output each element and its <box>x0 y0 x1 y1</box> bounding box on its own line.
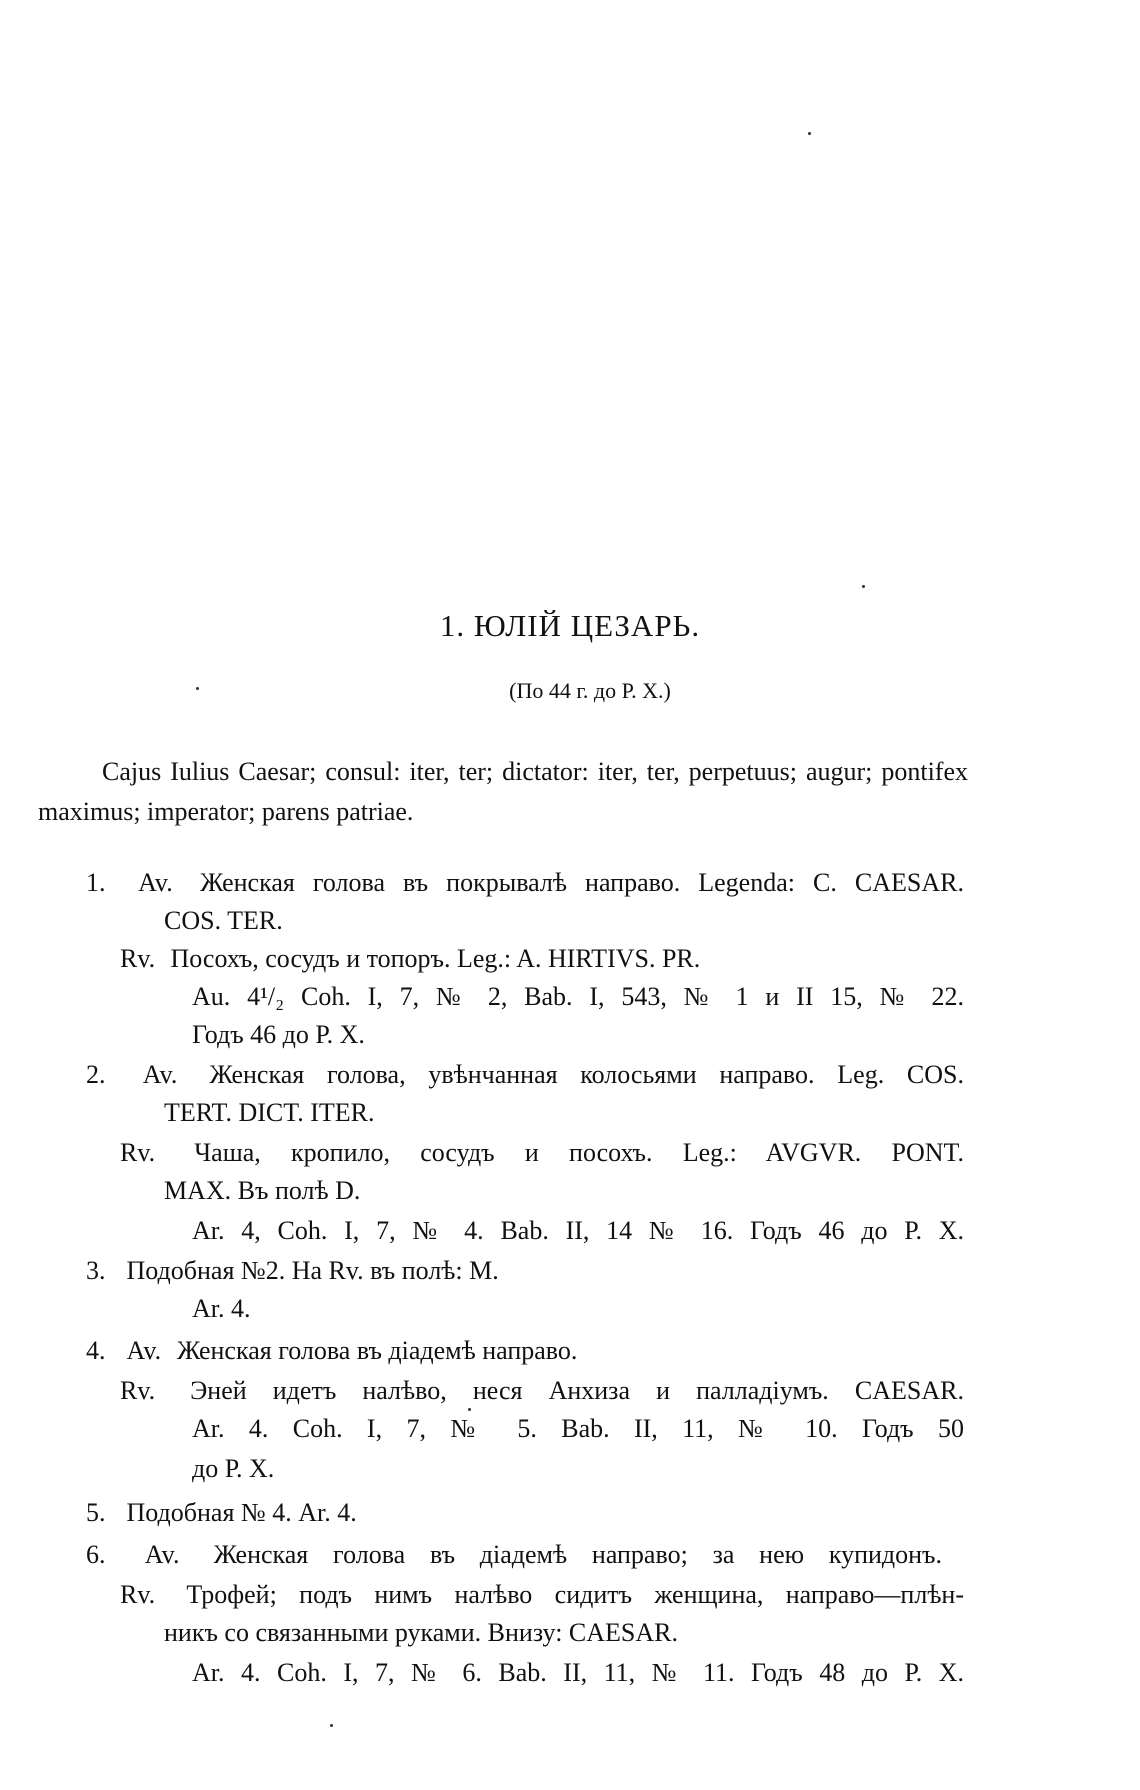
rv-text: Чаша, кропило, сосудъ и посохъ. Leg.: AVGVR. PONT. <box>194 1138 965 1167</box>
av-text: Женская голова въ покрывалѣ направо. Legenda: C. CAESAR. <box>200 868 965 897</box>
av-label: Av. <box>144 1540 180 1569</box>
entry-1-year: Годъ 46 до Р. X. <box>192 1020 365 1049</box>
entry-3-reference: Ar. 4. <box>192 1294 251 1323</box>
entry-number: 2. <box>86 1060 106 1089</box>
scan-speck <box>330 1724 333 1727</box>
av-label: Av. <box>126 1336 162 1365</box>
entry-6-av <box>86 1538 942 1572</box>
rv-text: Посохъ, сосудъ и топоръ. Leg.: A. HIRTIVS. PR. <box>170 944 701 973</box>
rv-label: Rv. <box>120 1138 156 1167</box>
entry-number: 3. <box>86 1256 106 1285</box>
rv-label: Rv. <box>120 1376 156 1405</box>
intro-paragraph: Cajus Iulius Caesar; consul: iter, ter; dictator: iter, ter, perpetuus; augur; pontifex maximus; imperator; parens patriae. <box>38 757 968 826</box>
entry-5 <box>86 1496 357 1530</box>
chapter-date: (По 44 г. до Р. X.) <box>509 678 671 703</box>
entry-3 <box>86 1254 499 1288</box>
entry-6-rv <box>120 1578 964 1612</box>
entry-4-av <box>86 1334 577 1368</box>
rv-text: Эней идетъ налѣво, неся Анхиза и палладіумъ. CAESAR. <box>190 1376 964 1405</box>
entry-2-av <box>86 1058 964 1092</box>
entry-4-year: до Р. X. <box>192 1454 275 1483</box>
entry-number: 6. <box>86 1540 106 1569</box>
entry-6-rv-cont: никъ со связанными руками. Внизу: CAESAR. <box>164 1618 679 1647</box>
av-label: Av. <box>138 868 173 897</box>
scan-speck <box>862 585 865 588</box>
entry-4-reference: Ar. 4. Coh. I, 7, № 5. Bab. II, 11, № 10. Годъ 50 <box>192 1414 964 1443</box>
entry-number: 1. <box>86 868 106 897</box>
entry-number: 5. <box>86 1498 106 1527</box>
chapter-heading: 1. ЮЛІЙ ЦЕЗАРЬ. <box>439 608 701 643</box>
entry-2-rv <box>120 1136 964 1170</box>
entry-1-rv <box>120 942 700 976</box>
rv-label: Rv. <box>120 1580 156 1609</box>
av-label: Av. <box>142 1060 178 1089</box>
entry-2-reference: Ar. 4, Coh. I, 7, № 4. Bab. II, 14 № 16. Годъ 46 до Р. X. <box>192 1216 964 1245</box>
entry-text: Подобная №2. На Rv. въ полѣ: M. <box>126 1256 499 1285</box>
entry-number: 4. <box>86 1336 106 1365</box>
entry-text: Подобная № 4. Ar. 4. <box>126 1498 357 1527</box>
entry-6-reference: Ar. 4. Coh. I, 7, № 6. Bab. II, 11, № 11. Годъ 48 до Р. X. <box>192 1658 964 1687</box>
entry-2-av-cont: TERT. DICT. ITER. <box>164 1098 375 1127</box>
scan-speck <box>468 1408 471 1411</box>
av-text: Женская голова въ діадемѣ направо. <box>177 1336 578 1365</box>
rv-text: Трофей; подъ нимъ налѣво сидитъ женщина, направо—плѣн- <box>186 1580 965 1609</box>
av-text: Женская голова въ діадемѣ направо; за нею купидонъ. <box>213 1540 942 1569</box>
entry-1-reference: Au. 4¹/₂ Coh. I, 7, № 2, Bab. I, 543, № 1 и II 15, № 22. <box>192 982 964 1011</box>
entry-1-av <box>86 866 964 900</box>
rv-label: Rv. <box>120 944 156 973</box>
scan-speck <box>808 132 811 135</box>
entry-2-rv-cont: MAX. Въ полѣ D. <box>164 1176 361 1205</box>
av-text: Женская голова, увѣнчанная колосьями направо. Leg. COS. <box>209 1060 965 1089</box>
entry-1-av-cont: COS. TER. <box>164 906 283 935</box>
entry-4-rv <box>120 1374 964 1408</box>
